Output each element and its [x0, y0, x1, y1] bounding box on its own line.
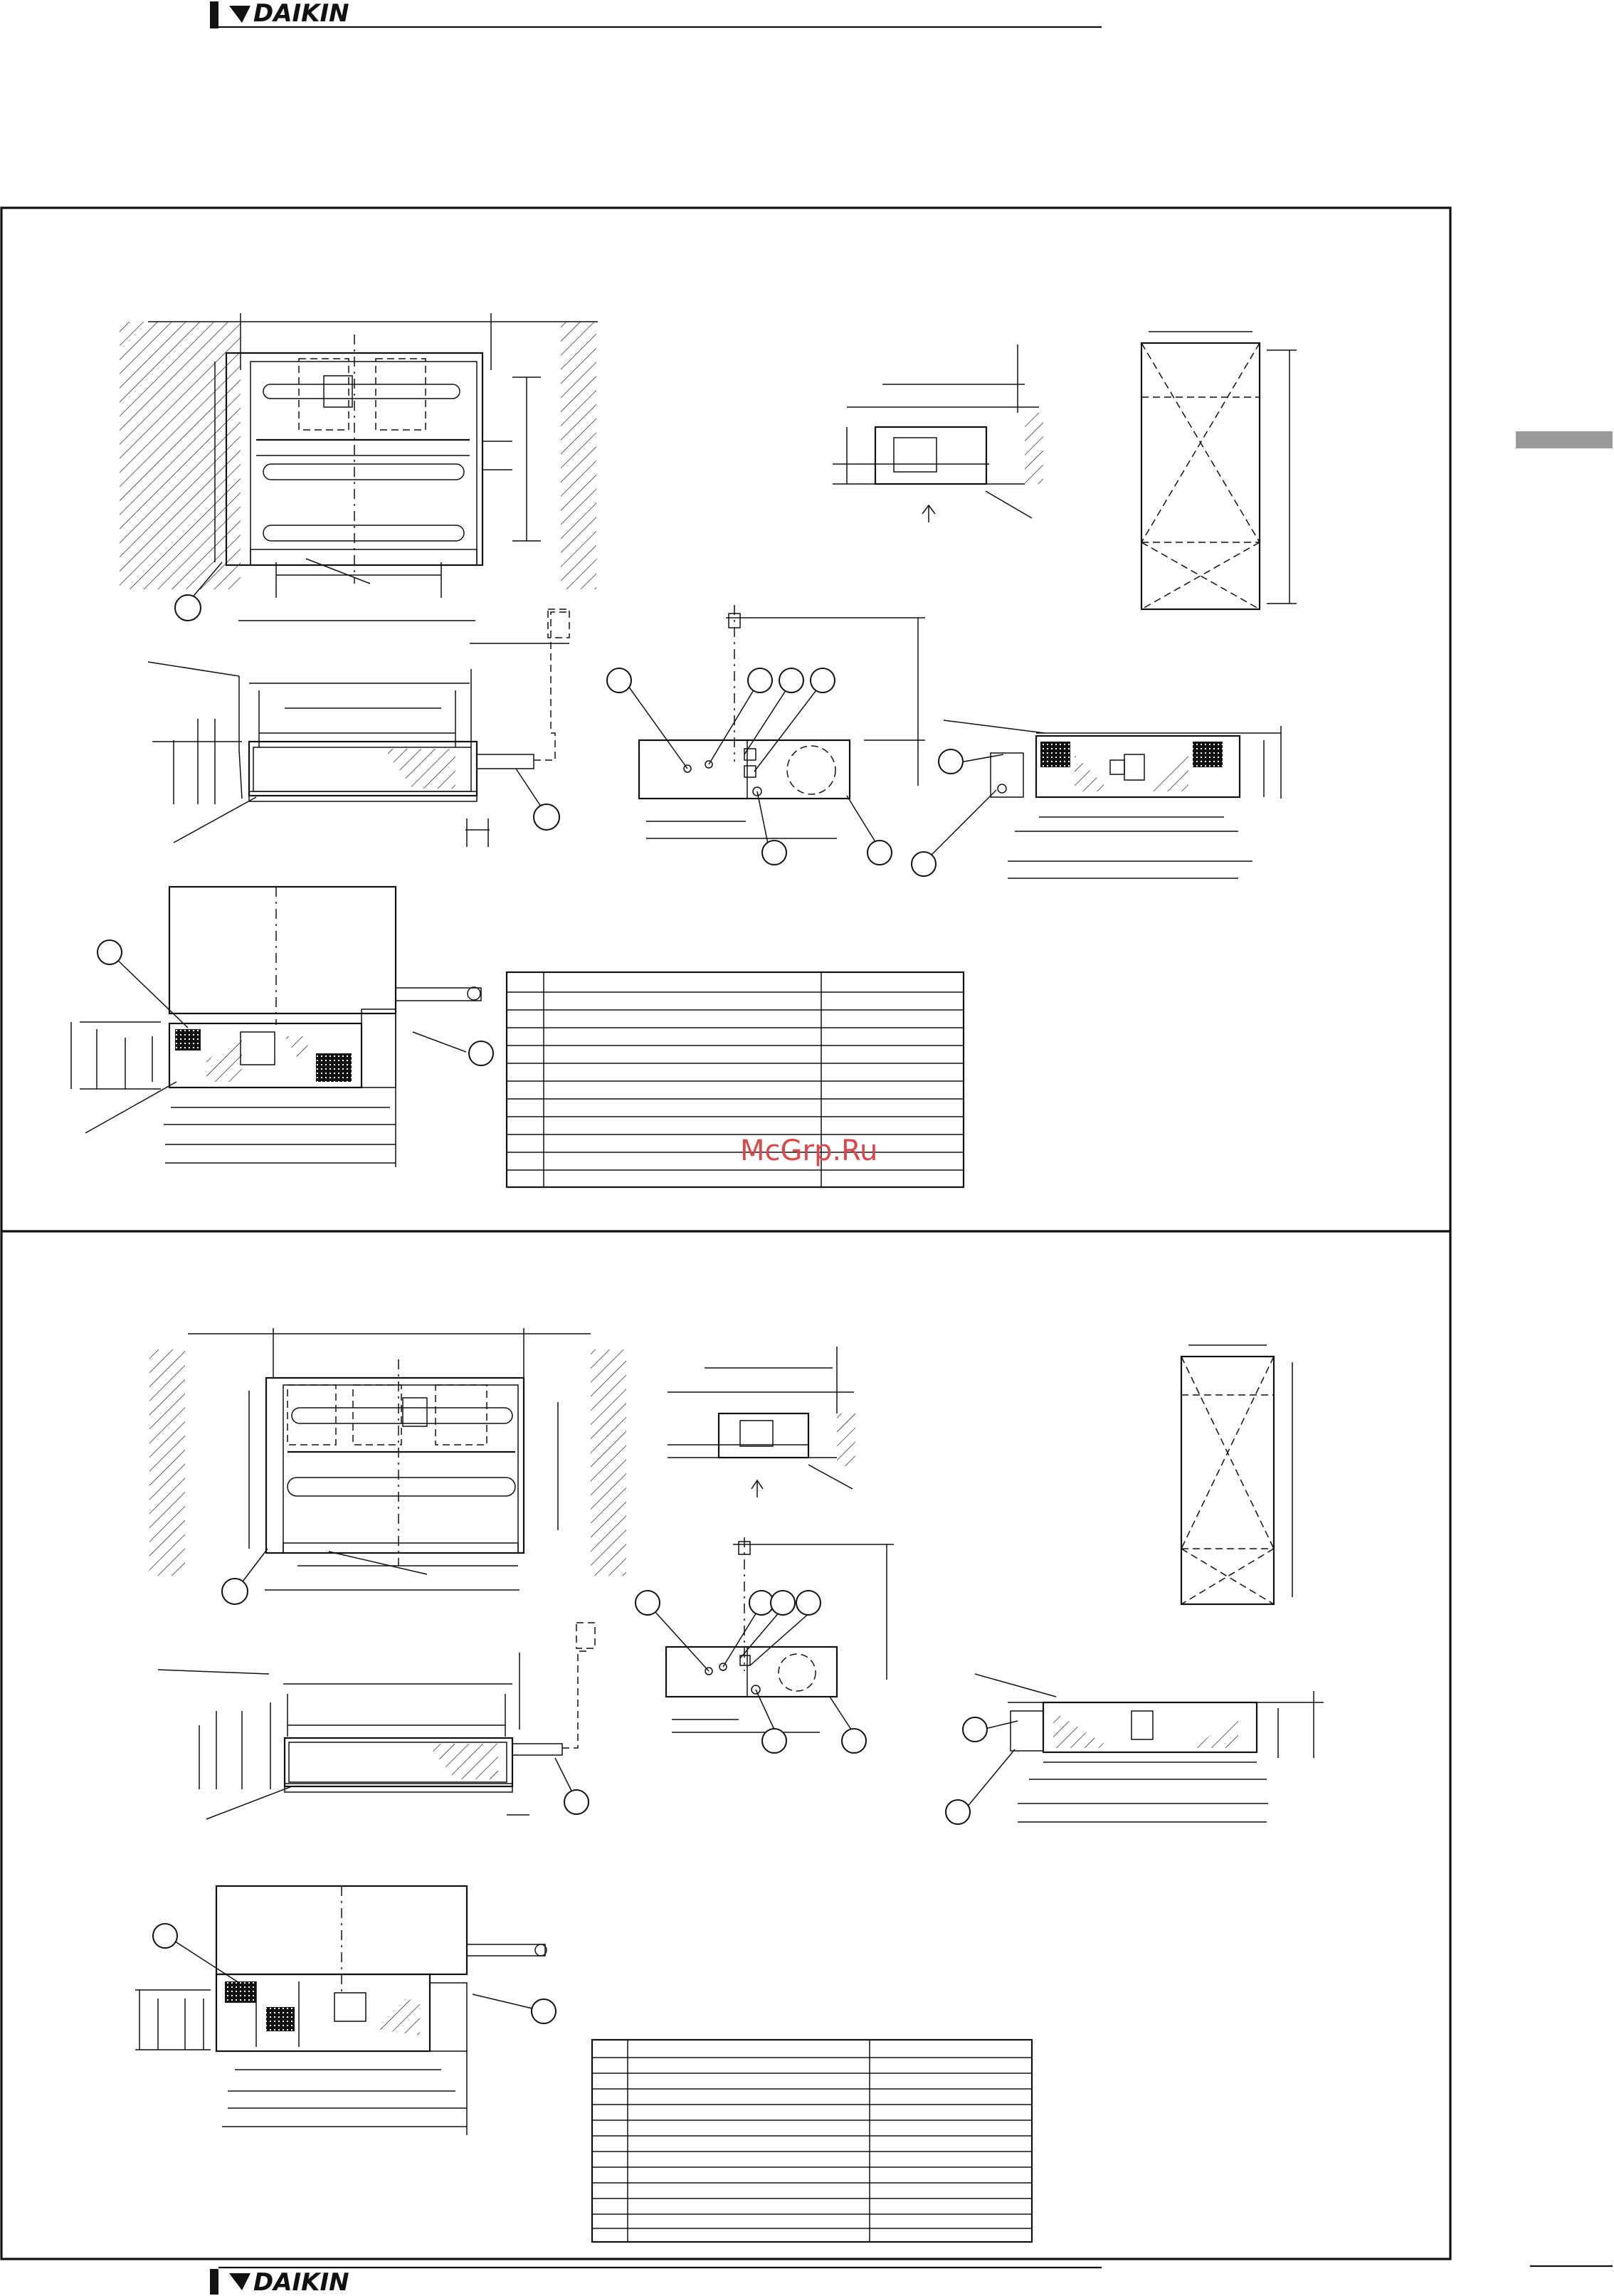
- footer-brand-text: DAIKIN: [253, 2268, 349, 2296]
- ceiling-detail-2: [668, 1347, 855, 1497]
- logo-mark-icon: [229, 6, 250, 23]
- side-tab: [1516, 431, 1613, 448]
- airflow-arrow-icon: [922, 505, 935, 522]
- side-view-1: [607, 605, 925, 865]
- header-brand-text: DAIKIN: [253, 0, 349, 28]
- logo-mark-icon: [229, 2273, 250, 2290]
- ceiling-opening-1: [1141, 332, 1297, 609]
- section-1: [71, 313, 1297, 1187]
- end-view-right-1: [912, 720, 1281, 878]
- side-view-2: [635, 1537, 894, 1753]
- ceiling-detail-1: [833, 344, 1043, 522]
- top-view-1: [120, 313, 598, 621]
- footer-logo: [210, 2268, 1102, 2296]
- top-view-2: [149, 1328, 626, 1604]
- callout-circle: [175, 595, 201, 621]
- logo-bar: [210, 2269, 218, 2295]
- front-view-1: [148, 609, 569, 847]
- end-view-right-2: [946, 1674, 1324, 1824]
- header-logo: [210, 0, 1102, 28]
- wall-right: [561, 322, 596, 589]
- watermark: McGrp.Ru: [740, 1134, 878, 1167]
- spec-table-1: [507, 972, 964, 1187]
- ceiling-opening-2: [1181, 1345, 1292, 1604]
- front-view-2: [158, 1623, 595, 1819]
- fan-motor: [324, 376, 352, 407]
- logo-bar: [210, 1, 218, 28]
- wall-left: [120, 322, 241, 589]
- end-view-left-2: [135, 1886, 556, 2135]
- end-view-left-1: [71, 887, 493, 1167]
- spec-table-2: [592, 2040, 1032, 2242]
- airflow-arrow-icon: [751, 1480, 763, 1497]
- section-2: [135, 1328, 1324, 2242]
